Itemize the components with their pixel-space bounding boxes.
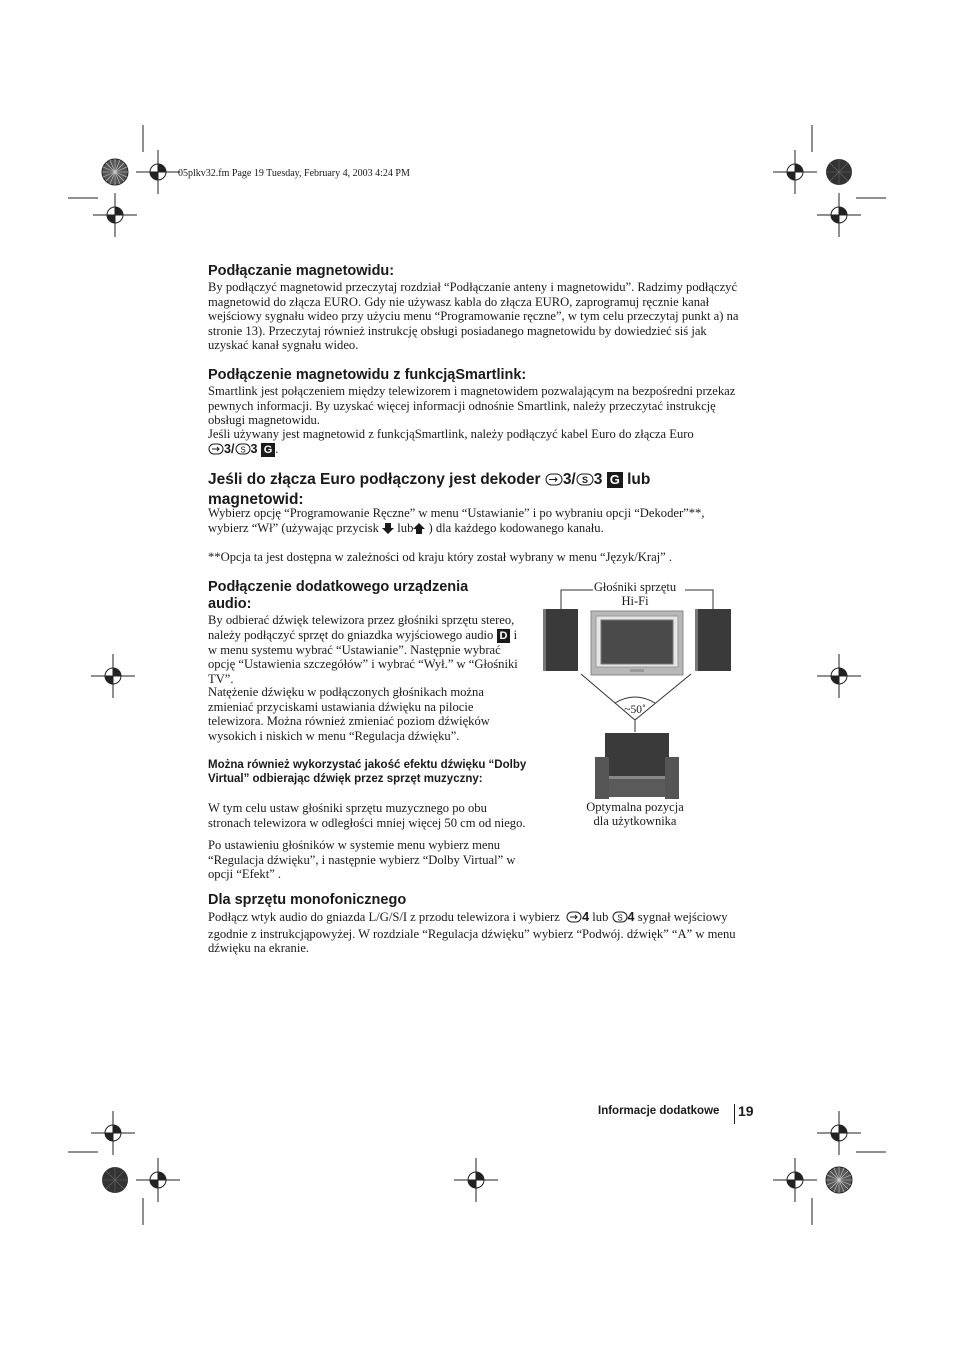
decoder-or: lub bbox=[397, 520, 414, 535]
section-body-audio-2: Natężenie dźwięku w podłączonych głośnikach można zmieniać przyciskami ustawiania dźwięku na pilocie telewizora. Można również zmieniać poziom dźwięków wysokich i niskich w menu “Regulacja dźwięku”. bbox=[208, 685, 490, 743]
badge-g: G bbox=[607, 472, 623, 488]
section-title-decoder bbox=[208, 471, 768, 509]
section-body-smartlink: Smartlink jest połączeniem między telewizorem i magnetowidem pozwalającym na bezpośredni przekaz pewnych informacji. By uzyskać więcej informacji odnośnie Smartlink, należy przeczytać instrukcję obsługi magnetowidu. bbox=[208, 384, 736, 427]
input-4-label: 4 bbox=[582, 910, 590, 924]
svg-text:S: S bbox=[616, 913, 623, 923]
decoder-footnote: **Opcja ta jest dostępna w zależności od kraju który został wybrany w menu “Język/Kraj” . bbox=[208, 550, 673, 564]
connector-label: 3/ bbox=[224, 441, 235, 456]
section-body-audio bbox=[208, 613, 526, 686]
mono-or: lub bbox=[592, 910, 609, 924]
page-number: 19 bbox=[738, 1103, 754, 1119]
decoder-text-end: ) dla każdego kodowanego kanału. bbox=[428, 520, 604, 535]
svg-text:S: S bbox=[581, 475, 588, 485]
smartlink-text: Jeśli używany jest magnetowid z funkcjąSmartlink, należy podłączyć kabel Euro do złącza Euro bbox=[208, 427, 694, 441]
section-body-smartlink-2 bbox=[208, 427, 753, 458]
decoder-text: Wybierz opcję “Programowanie Ręczne” w menu “Ustawianie” i po wybraniu opcji “Dekoder”**, wybierz “Wł” (używając przycisk bbox=[208, 506, 705, 535]
audio-text-a: By odbierać dźwięk telewizora przez głośniki sprzętu stereo, należy podłączyć sprzęt do gniazdka wyjściowego audio bbox=[208, 613, 515, 642]
connector-label-2: 3 bbox=[250, 441, 258, 456]
left-speaker bbox=[543, 609, 578, 671]
speakers-label-a: Głośniki sprzętu bbox=[593, 580, 677, 594]
arrow-down-icon bbox=[382, 523, 394, 538]
position-label-a: Optymalna pozycja bbox=[586, 800, 684, 814]
euro-scart-icon bbox=[545, 473, 563, 491]
mono-text-a: Podłącz wtyk audio do gniazda L/G/S/I z przodu telewizora i wybierz bbox=[208, 910, 560, 924]
euro-s-video-icon bbox=[235, 443, 251, 459]
section-title-vcr: Podłączanie magnetowidu: bbox=[208, 263, 395, 279]
right-speaker bbox=[695, 609, 731, 671]
section-body-mono bbox=[208, 910, 748, 956]
position-label bbox=[565, 800, 705, 828]
dolby-body: W tym celu ustaw głośniki sprzętu muzycznego po obu stronach telewizora w odległości mniej więcej 50 cm od niego. bbox=[208, 801, 526, 830]
smartlink-end: . bbox=[275, 441, 279, 456]
section-title-audio bbox=[208, 579, 528, 613]
section-body-decoder bbox=[208, 506, 748, 537]
arrow-up-icon bbox=[413, 523, 425, 538]
audio-text-b: i w menu systemu wybrać “Ustawianie”. Następnie wybrać opcję “Ustawienia szczegółów” i wybrać “Wył.” w “Głośniki TV”. bbox=[208, 627, 518, 686]
badge-g: G bbox=[261, 443, 276, 457]
footer-section-name: Informacje dodatkowe bbox=[598, 1105, 720, 1117]
decoder-title-end: magnetowid: bbox=[208, 491, 304, 508]
decoder-connector-2: 3 bbox=[593, 471, 603, 488]
front-s-video-icon bbox=[612, 911, 628, 927]
section-title-mono: Dla sprzętu monofonicznego bbox=[208, 892, 407, 908]
audio-title-b: audio: bbox=[208, 596, 252, 612]
euro-scart-icon bbox=[208, 443, 224, 459]
footer-divider bbox=[734, 1104, 735, 1124]
decoder-title-or: lub bbox=[627, 471, 651, 488]
euro-s-video-icon bbox=[576, 473, 594, 491]
dolby-body-2: Po ustawieniu głośników w systemie menu wybierz menu “Regulacja dźwięku”, i następnie wybierz “Dolby Virtual” w opcji “Efekt” . bbox=[208, 838, 516, 881]
section-title-smartlink: Podłączenie magnetowidu z funkcjąSmartlink: bbox=[208, 367, 527, 383]
position-label-b: dla użytkownika bbox=[593, 814, 677, 828]
svg-text:S: S bbox=[239, 445, 246, 454]
audio-title-a: Podłączenie dodatkowego urządzenia bbox=[208, 579, 469, 595]
mono-text-b: sygnał wejściowy zgodnie z instrukcjąpowyżej. W rozdziale “Regulacja dźwięku” wybierz “Podwój. dźwięk” “A” w menu dźwięku na ekranie. bbox=[208, 910, 736, 955]
decoder-title-text: Jeśli do złącza Euro podłączony jest dekoder bbox=[208, 471, 541, 488]
section-body-vcr: By podłączyć magnetowid przeczytaj rozdział “Podłączanie anteny i magnetowidu”. Radzimy podłączyć magnetowid do złącza EURO. Gdy nie używasz kabla do złącza EURO, zaprogramuj ręcznie kanał wejściowy sygnału wideo przy użyciu menu “Programowanie ręczne”, w tym celu przeczytaj punkt a) na stronie 13). Przeczytaj również instrukcję obsługi posiadanego magnetowidu by dowiedzieć siś jak uzyskać kanał sygnału wideo. bbox=[208, 280, 739, 352]
file-info-header: 05plkv32.fm Page 19 Tuesday, February 4, 2003 4:24 PM bbox=[178, 168, 410, 179]
tv-set bbox=[591, 611, 683, 675]
speakers-label bbox=[575, 580, 695, 608]
dolby-subtitle: Można również wykorzystać jakość efektu dźwięku “Dolby Virtual” odbierając dźwięk przez sprzęt muzyczny: bbox=[208, 759, 527, 785]
decoder-connector: 3/ bbox=[562, 471, 576, 488]
chair bbox=[595, 733, 679, 799]
angle-label: ~50˚ bbox=[624, 704, 646, 716]
input-4s-label: 4 bbox=[627, 910, 635, 924]
speakers-label-b: Hi-Fi bbox=[621, 594, 649, 608]
front-input-icon bbox=[566, 911, 582, 927]
badge-d: D bbox=[497, 629, 511, 643]
